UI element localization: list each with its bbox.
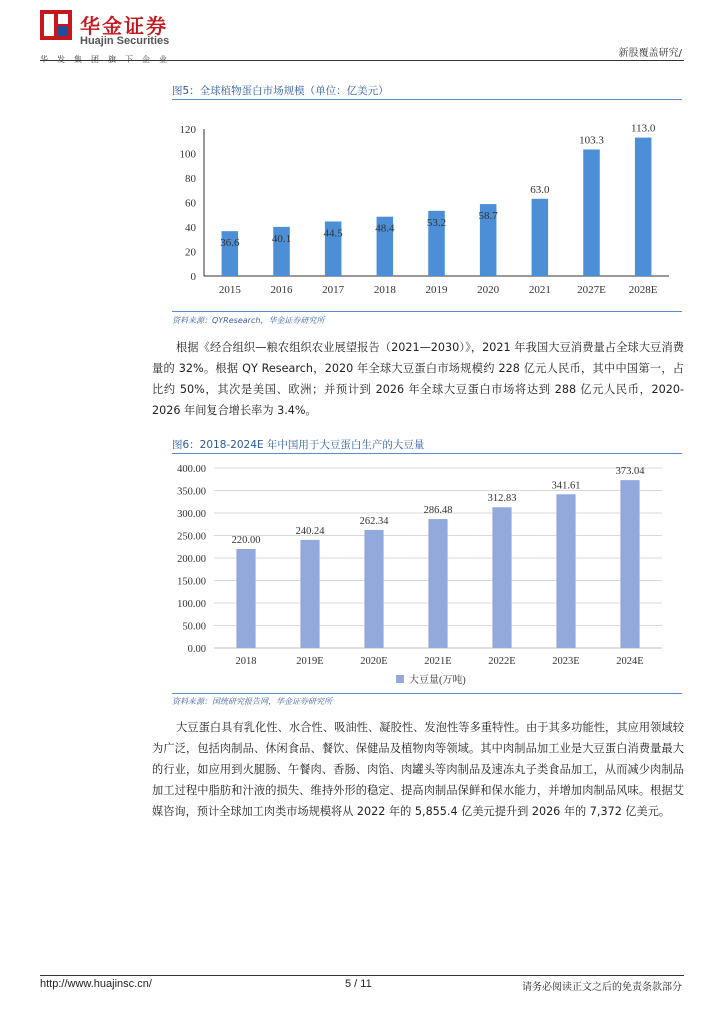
bar-value-label: 341.61 (551, 480, 581, 492)
y-tick-label: 350.00 (177, 486, 206, 498)
bar-value-label: 373.04 (615, 466, 645, 478)
figure6-title: 图6：2018-2024E 年中国用于大豆蛋白生产的大豆量 (172, 439, 425, 451)
bar-value-label: 312.83 (487, 493, 517, 505)
x-category-label: 2022E (488, 656, 516, 667)
bar (364, 530, 383, 648)
y-tick-label: 150.00 (177, 576, 206, 588)
figure5-title: 图5：全球植物蛋白市场规模（单位：亿美元） (172, 85, 389, 97)
y-tick-label: 0 (190, 271, 196, 283)
bar-value-label: 48.4 (375, 222, 395, 235)
bar-value-label: 36.6 (220, 237, 240, 250)
bar-value-label: 58.7 (478, 210, 498, 223)
bar (428, 519, 447, 648)
logo-chinese-name: 华金证券 (80, 14, 168, 38)
x-category-label: 2016 (270, 284, 293, 296)
legend-label: 大豆量(万吨) (409, 675, 466, 686)
bar-value-label: 286.48 (423, 505, 453, 517)
bar (635, 138, 652, 276)
x-category-label: 2023E (552, 656, 580, 667)
y-tick-label: 60 (185, 197, 196, 210)
x-category-label: 2018 (235, 656, 257, 667)
bar-value-label: 113.0 (630, 122, 656, 135)
footer-divider (40, 975, 684, 976)
x-category-label: 2015 (218, 284, 241, 296)
x-category-label: 2019E (296, 656, 324, 667)
y-tick-label: 100 (179, 148, 196, 161)
logo-slogan: 华发集团旗下企业 (40, 55, 176, 64)
bar (583, 149, 600, 276)
figure6-top-rule (172, 453, 682, 454)
bar-value-label: 103.3 (579, 134, 604, 147)
legend-swatch (396, 675, 404, 683)
y-tick-label: 300.00 (177, 509, 206, 520)
y-tick-label: 400.00 (177, 464, 206, 475)
x-category-label: 2024E (616, 656, 644, 667)
x-category-label: 2019 (425, 284, 448, 296)
y-tick-label: 200.00 (177, 554, 206, 565)
x-category-label: 2020E (360, 656, 388, 667)
figure5-top-rule (172, 99, 682, 100)
bar-value-label: 53.2 (426, 216, 447, 229)
y-tick-label: 80 (185, 173, 196, 185)
report-type: 新股覆盖研究/ (618, 48, 682, 59)
figure6-bottom-rule (172, 693, 682, 694)
y-tick-label: 40 (185, 222, 196, 234)
footer-website-link[interactable]: http://www.huajinsc.cn/ (40, 978, 152, 990)
bar-value-label: 220.00 (231, 535, 261, 546)
y-tick-label: 100.00 (177, 599, 206, 610)
bar (532, 199, 549, 276)
y-tick-label: 120 (179, 124, 196, 136)
bar-value-label: 44.5 (323, 227, 343, 240)
x-category-label: 2021E (424, 656, 452, 667)
paragraph-soy-applications: 大豆蛋白具有乳化性、水合性、吸油性、凝胶性、发泡性等多重特性。由于其多功能性，其应用领域较为广泛，包括肉制品、休闲食品、餐饮、保健品及植物肉等领域。其中肉制品加工业是大豆蛋白消费量最大的行业，如应用到火腿肠、午餐肉、香肠、肉馅、肉罐头等肉制品及速冻丸子类食品加工，从而减少肉制品加工过程中脂肪和汁液的损失、维持外形的稳定、提高肉制品保鲜和保水能力，并增加肉制品风味。根据艾媒咨询，预计全球加工肉类市场规模将从 2022 年的 5,855.4 亿美元提升到 2026 年的 7,372 亿美元。 (152, 721, 684, 818)
bar (556, 494, 575, 648)
bar (492, 507, 511, 648)
y-tick-label: 20 (185, 246, 196, 259)
x-category-label: 2021 (528, 284, 551, 296)
x-category-label: 2027E (577, 284, 606, 296)
x-category-label: 2020 (477, 284, 500, 296)
figure6-source: 资料来源：国统研究报告网，华金证券研究所 (172, 697, 332, 706)
huajin-logo-icon (40, 10, 72, 40)
bar-value-label: 63.0 (530, 183, 550, 196)
bar-value-label: 262.34 (359, 515, 389, 527)
bar-value-label: 240.24 (295, 525, 325, 537)
bar-value-label: 40.1 (271, 232, 292, 245)
y-tick-label: 250.00 (177, 531, 206, 543)
page-number: 5 / 11 (345, 978, 372, 990)
figure5-bar-chart (172, 112, 682, 302)
bar (620, 480, 639, 648)
header-divider (40, 60, 684, 61)
company-logo (40, 10, 180, 64)
y-tick-label: 50.00 (182, 621, 206, 633)
logo-english-name: Huajin Securities (80, 35, 170, 47)
bar (236, 549, 255, 648)
figure6-bar-chart (172, 456, 682, 692)
footer-disclaimer: 请务必阅读正文之后的免责条款部分 (522, 982, 682, 993)
figure5-source: 资料来源：QYResearch，华金证券研究所 (172, 316, 325, 325)
paragraph-soy-market: 根据《经合组织—粮农组织农业展望报告（2021—2030）》，2021 年我国大豆消费量占全球大豆消费量的 32%。根据 QY Research，2020 年全球大豆蛋白市场规模约 228 亿元人民币，其中中国第一，占比约 50%，其次是美国、欧洲；并预计到 2026 年全球大豆蛋白市场将达到 288 亿元人民币，2020-2026 年间复合增长率为 3.4%。 (152, 341, 684, 417)
x-category-label: 2028E (628, 284, 658, 296)
figure5-bottom-rule (172, 311, 682, 312)
bar (300, 540, 319, 648)
x-category-label: 2018 (373, 284, 396, 296)
y-tick-label: 0.00 (187, 644, 206, 655)
x-category-label: 2017 (322, 284, 345, 296)
